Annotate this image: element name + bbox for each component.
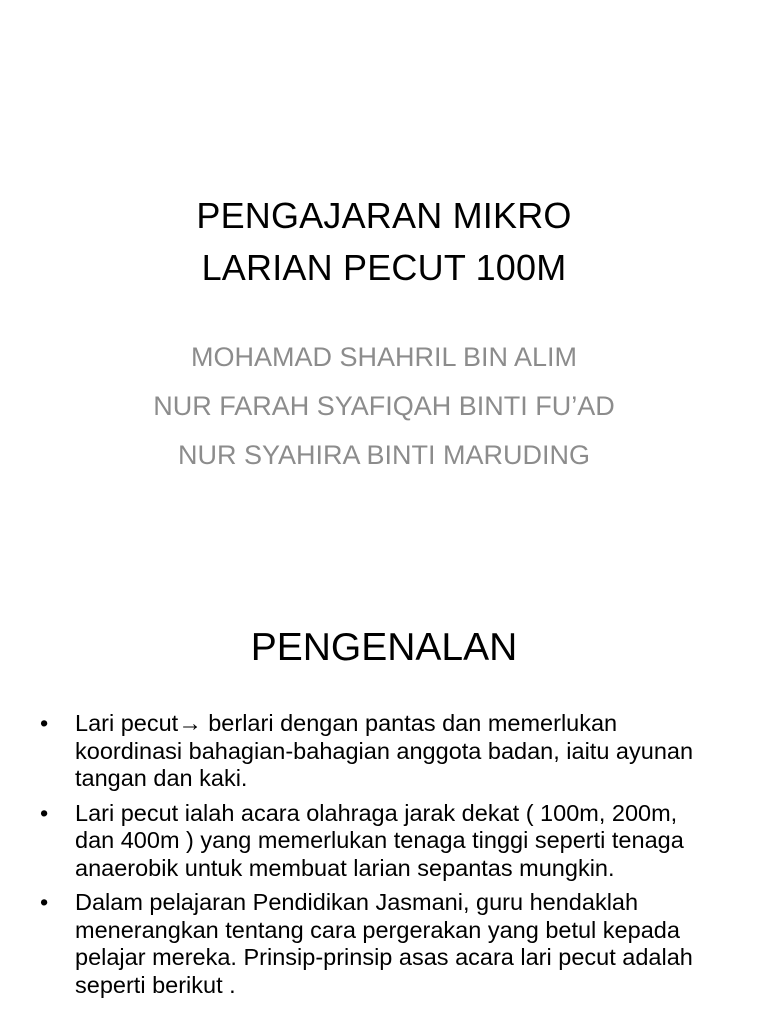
bullet-text: Dalam pelajaran Pendidikan Jasmani, guru hendaklah menerangkan tentang cara pergerakan yang betul kepada pelajar mereka. Prinsip-prinsip asas acara lari pecut adalah seperti berikut . bbox=[75, 889, 693, 998]
title-line-2: LARIAN PECUT 100M bbox=[201, 247, 567, 288]
section-heading: PENGENALAN bbox=[250, 626, 518, 669]
bullet-item bbox=[38, 889, 718, 999]
bullet-text: Lari pecut ialah acara olahraga jarak dekat ( 100m, 200m, dan 400m ) yang memerlukan tenaga tinggi seperti tenaga anaerobik untuk membuat larian sepantas mungkin. bbox=[75, 799, 684, 881]
bullet-item bbox=[38, 710, 718, 793]
title-line-1: PENGAJARAN MIKRO bbox=[196, 195, 572, 236]
bullet-list bbox=[38, 710, 718, 1006]
bullet-marker: • bbox=[40, 799, 49, 826]
author-list bbox=[0, 333, 768, 480]
bullet-item bbox=[38, 800, 718, 883]
bullet-marker: • bbox=[40, 710, 49, 736]
bullet-text: Lari pecut→ berlari dengan pantas dan memerlukan koordinasi bahagian-bahagian anggota badan, iaitu ayunan tangan dan kaki. bbox=[75, 710, 694, 791]
presentation-title bbox=[0, 190, 768, 294]
author-name: NUR SYAHIRA BINTI MARUDING bbox=[177, 440, 591, 470]
bullet-marker: • bbox=[40, 889, 49, 915]
content-slide bbox=[0, 576, 768, 1024]
author-name: MOHAMAD SHAHRIL BIN ALIM bbox=[190, 342, 578, 372]
author-name: NUR FARAH SYAFIQAH BINTI FU’AD bbox=[153, 391, 615, 421]
